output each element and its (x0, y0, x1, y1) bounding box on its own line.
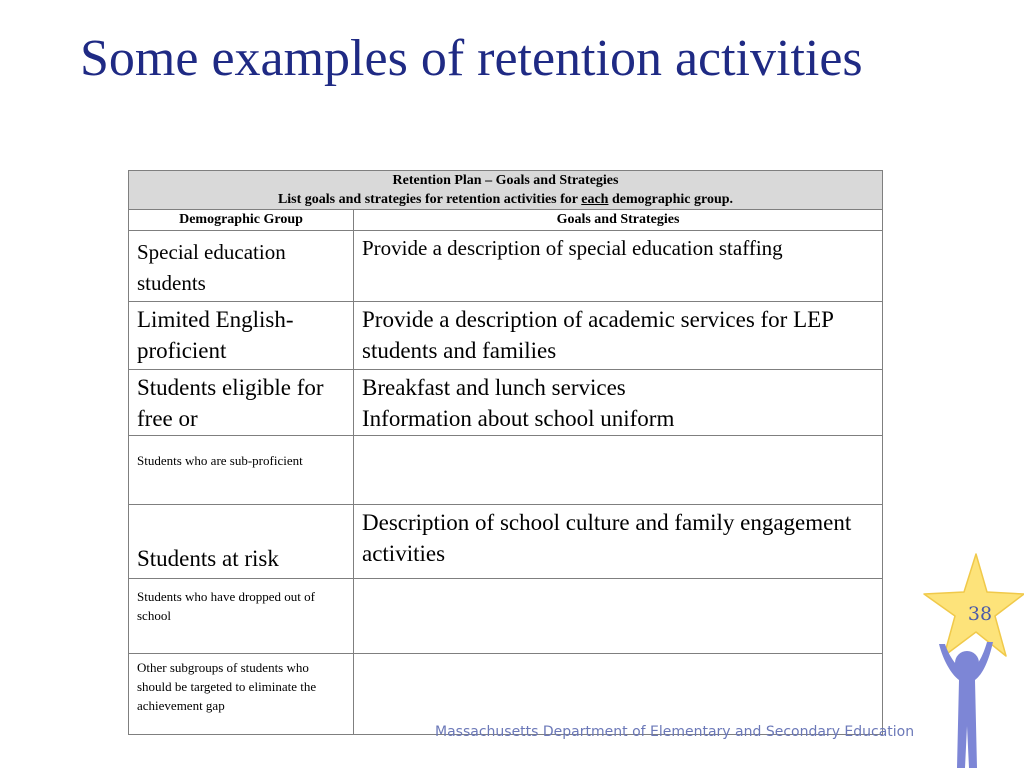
column-header-group: Demographic Group (129, 210, 354, 231)
table-header-cell (129, 171, 883, 210)
column-header-goals: Goals and Strategies (354, 210, 883, 231)
table-row (129, 579, 883, 654)
goals-cell (354, 436, 883, 505)
goals-cell: Description of school culture and family engagement activities (354, 505, 883, 579)
group-cell: Other subgroups of students who should be targeted to eliminate the achievement gap (129, 654, 354, 735)
group-cell: Students who are sub-proficient (129, 436, 354, 505)
column-header-row (129, 210, 883, 231)
table-header-row (129, 171, 883, 210)
goals-line: Information about school uniform (362, 406, 675, 431)
table-row (129, 654, 883, 735)
goals-cell: Provide a description of special education staffing (354, 231, 883, 302)
table-header-instructions: List goals and strategies for retention activities for each demographic group. (277, 192, 734, 207)
group-cell: Special education students (129, 231, 354, 302)
slide-title: Some examples of retention activities (80, 30, 863, 87)
table-row (129, 302, 883, 370)
goals-line: Breakfast and lunch services (362, 375, 626, 400)
group-cell: Limited English-proficient (129, 302, 354, 370)
table-row (129, 436, 883, 505)
group-cell: Students eligible for free or (129, 370, 354, 436)
page-number: 38 (967, 603, 993, 625)
goals-cell (354, 370, 883, 436)
goals-cell (354, 654, 883, 735)
table-row (129, 505, 883, 579)
table-row (129, 370, 883, 436)
group-cell: Students at risk (129, 505, 354, 579)
group-cell: Students who have dropped out of school (129, 579, 354, 654)
retention-plan-table (128, 170, 883, 735)
table-row (129, 231, 883, 302)
footer-text: Massachusetts Department of Elementary and Secondary Education (435, 724, 915, 740)
person-icon (935, 640, 995, 768)
goals-cell: Provide a description of academic services for LEP students and families (354, 302, 883, 370)
goals-cell (354, 579, 883, 654)
table-header-title: Retention Plan – Goals and Strategies (392, 173, 619, 188)
